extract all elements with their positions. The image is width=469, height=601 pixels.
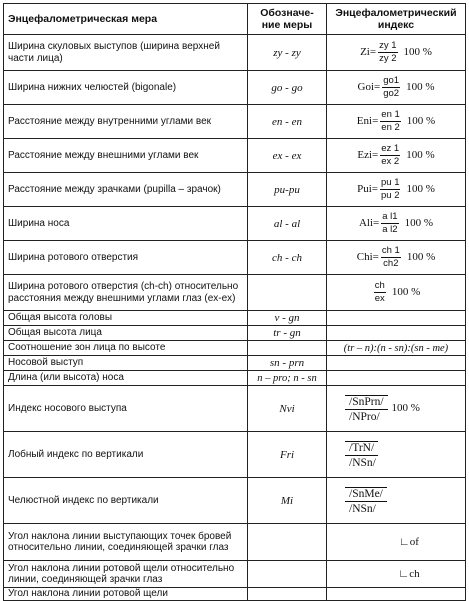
measure-name: Лобный индекс по вертикали <box>4 432 248 478</box>
percent-label: 100 % <box>406 251 436 264</box>
index-prefix: Pui= <box>357 183 378 196</box>
fraction-denominator: a l2 <box>382 224 398 235</box>
measure-notation: pu-pu <box>248 173 327 207</box>
measure-index <box>327 207 466 241</box>
fraction-numerator: en 1 <box>381 109 400 120</box>
table-row <box>4 275 466 311</box>
percent-label: 100 % <box>403 46 432 59</box>
index-fraction <box>380 178 401 201</box>
table-row <box>4 478 466 524</box>
index-prefix: Chi= <box>356 251 379 264</box>
fraction-numerator: /SnPrn/ <box>345 395 388 410</box>
table-row <box>4 173 466 207</box>
fraction-denominator: en 2 <box>381 122 400 133</box>
fraction-denominator: ex 2 <box>381 156 400 167</box>
index-fraction <box>345 441 380 469</box>
measure-notation <box>248 341 327 356</box>
measure-index <box>327 432 466 478</box>
table-row <box>4 524 466 561</box>
measure-notation: Mi <box>248 478 327 524</box>
measure-name: Расстояние между зрачками (pupilla – зрачок) <box>4 173 248 207</box>
measure-name: Челюстной индекс по вертикали <box>4 478 248 524</box>
measure-index <box>327 386 466 432</box>
measure-notation <box>248 561 327 588</box>
measure-notation: en - en <box>248 105 327 139</box>
fraction-numerator: /TrN/ <box>345 441 378 456</box>
fraction-denominator: zy 2 <box>379 53 397 64</box>
measure-notation: tr - gn <box>248 326 327 341</box>
measure-notation: zy - zy <box>248 35 327 71</box>
measure-name: Длина (или высота) носа <box>4 371 248 386</box>
measure-index <box>327 326 466 341</box>
table-row <box>4 341 466 356</box>
header-index: Энцефалометрический индекс <box>327 4 466 35</box>
index-fraction <box>380 110 401 133</box>
encephalometric-table <box>3 3 466 601</box>
measure-index: (tr – n):(n - sn):(sn - me) <box>327 341 466 356</box>
measure-name: Соотношение зон лица по высоте <box>4 341 248 356</box>
fraction-numerator: ch <box>374 280 385 291</box>
measure-name: Угол наклона линии ротовой щели относительно линии, соединяющей зрачки глаз <box>4 561 248 588</box>
measure-notation: ch - ch <box>248 241 327 275</box>
index-prefix: Zi= <box>360 46 377 59</box>
measure-notation: n – pro; n - sn <box>248 371 327 386</box>
measure-name: Ширина носа <box>4 207 248 241</box>
measure-name: Ширина ротового отверстия <box>4 241 248 275</box>
measure-notation: sn - prn <box>248 356 327 371</box>
fraction-denominator: ex <box>374 293 385 304</box>
table-row <box>4 311 466 326</box>
measure-index <box>327 71 466 105</box>
measure-name: Общая высота лица <box>4 326 248 341</box>
table-row <box>4 35 466 71</box>
measure-index <box>327 311 466 326</box>
header-notation: Обозначе- ние меры <box>248 4 327 35</box>
table-row <box>4 71 466 105</box>
measure-index <box>327 105 466 139</box>
table-row <box>4 561 466 588</box>
index-fraction <box>374 281 386 304</box>
index-prefix: Eni= <box>356 115 379 128</box>
index-prefix: Ali= <box>358 217 380 230</box>
percent-label: 100 % <box>406 183 435 196</box>
measure-notation: ex - ex <box>248 139 327 173</box>
measure-name: Расстояние между внутренними углами век <box>4 105 248 139</box>
measure-notation: v - gn <box>248 311 327 326</box>
fraction-denominator: /NSn/ <box>349 502 376 515</box>
measure-name: Ширина ротового отверстия (ch-ch) относительно расстояния между внешними углами глаз (ex-ex) <box>4 275 248 311</box>
fraction-numerator: pu 1 <box>380 177 400 188</box>
index-prefix: Goi= <box>357 81 381 94</box>
fraction-numerator: /SnMe/ <box>345 487 387 502</box>
fraction-numerator: zy 1 <box>379 40 397 51</box>
measure-index: ∟of <box>327 524 466 561</box>
measure-index <box>327 173 466 207</box>
fraction-denominator: ch2 <box>383 258 399 269</box>
fraction-denominator: /NSn/ <box>349 456 376 469</box>
measure-index <box>327 35 466 71</box>
table-row <box>4 386 466 432</box>
table-row <box>4 371 466 386</box>
measure-name: Ширина нижних челюстей (bigonale) <box>4 71 248 105</box>
index-prefix: Ezi= <box>357 149 379 162</box>
index-fraction <box>380 144 400 167</box>
measure-index <box>327 356 466 371</box>
percent-label: 100 % <box>404 217 433 230</box>
measure-notation: go - go <box>248 71 327 105</box>
index-fraction <box>378 41 397 64</box>
measure-notation <box>248 275 327 311</box>
table-row <box>4 356 466 371</box>
measure-index <box>327 139 466 173</box>
measure-notation: al - al <box>248 207 327 241</box>
index-fraction <box>381 212 398 235</box>
percent-label: 100 % <box>391 286 421 299</box>
header-measure: Энцефалометрическая мера <box>4 4 248 35</box>
fraction-denominator: /NPro/ <box>349 410 380 423</box>
fraction-numerator: ez 1 <box>381 143 400 154</box>
measure-index: ∟ch <box>327 561 466 588</box>
percent-label: 100 % <box>406 115 436 128</box>
table-row <box>4 105 466 139</box>
measure-notation: Nvi <box>248 386 327 432</box>
table-row <box>4 139 466 173</box>
measure-index <box>327 371 466 386</box>
measure-name: Индекс носового выступа <box>4 386 248 432</box>
measure-name: Ширина скуловых выступов (ширина верхней части лица) <box>4 35 248 71</box>
table-row <box>4 326 466 341</box>
index-fraction <box>382 76 400 99</box>
fraction-numerator: a l1 <box>382 211 398 222</box>
measure-notation: Fri <box>248 432 327 478</box>
fraction-numerator: ch 1 <box>381 245 400 256</box>
measure-index <box>327 478 466 524</box>
measure-index <box>327 275 466 311</box>
measure-name: Угол наклона линии выступающих точек бровей относительно линии, соединяющей зрачки глаз <box>4 524 248 561</box>
measure-name: Угол наклона линии ротовой щели <box>4 588 248 601</box>
percent-label: 100 % <box>406 149 435 162</box>
table-row <box>4 241 466 275</box>
table-row <box>4 207 466 241</box>
percent-label: 100 % <box>391 402 420 415</box>
measure-notation <box>248 524 327 561</box>
index-fraction <box>345 395 388 423</box>
fraction-denominator: go2 <box>383 88 400 99</box>
table-header-row <box>4 4 466 35</box>
table-row <box>4 432 466 478</box>
fraction-denominator: pu 2 <box>380 190 400 201</box>
measure-index <box>327 241 466 275</box>
percent-label: 100 % <box>406 81 435 94</box>
index-fraction <box>381 246 401 269</box>
measure-name: Расстояние между внешними углами век <box>4 139 248 173</box>
index-fraction <box>345 487 387 515</box>
measure-name: Общая высота головы <box>4 311 248 326</box>
measure-name: Носовой выступ <box>4 356 248 371</box>
fraction-numerator: go1 <box>383 75 400 86</box>
